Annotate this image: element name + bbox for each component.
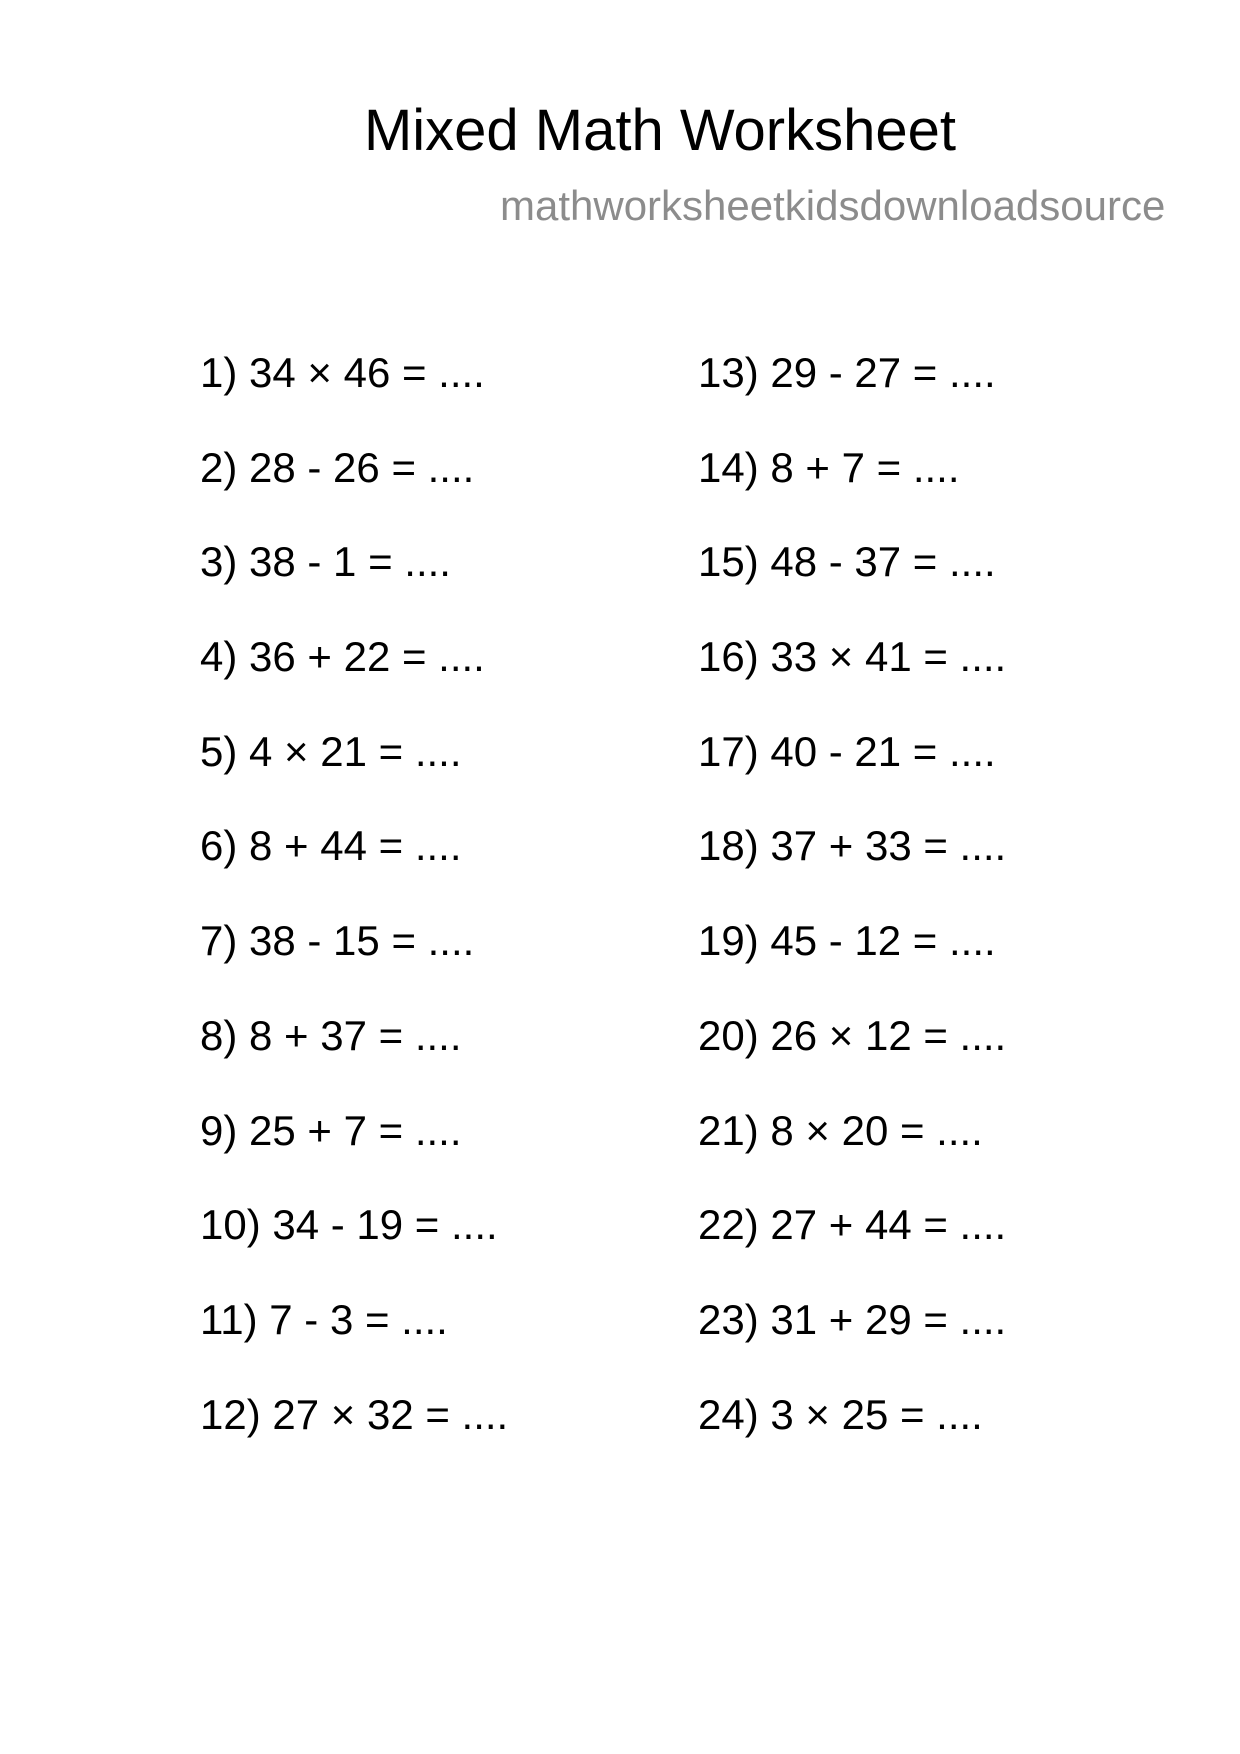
problem-19: 19) 45 - 12 = .... <box>698 917 996 965</box>
problem-6: 6) 8 + 44 = .... <box>200 822 462 870</box>
page-title: Mixed Math Worksheet <box>363 98 957 163</box>
problem-4: 4) 36 + 22 = .... <box>200 633 485 681</box>
problem-column-right <box>698 346 1138 1482</box>
problem-7: 7) 38 - 15 = .... <box>200 917 475 965</box>
problem-22: 22) 27 + 44 = .... <box>698 1201 1007 1249</box>
problem-18: 18) 37 + 33 = .... <box>698 822 1007 870</box>
problem-2: 2) 28 - 26 = .... <box>200 443 475 491</box>
problem-20: 20) 26 × 12 = .... <box>698 1011 1007 1059</box>
problem-16: 16) 33 × 41 = .... <box>698 633 1007 681</box>
problem-9: 9) 25 + 7 = .... <box>200 1106 462 1154</box>
problem-21: 21) 8 × 20 = .... <box>698 1106 983 1154</box>
source-watermark: mathworksheetkidsdownloadsource <box>500 182 1166 229</box>
problem-11: 11) 7 - 3 = .... <box>200 1295 448 1343</box>
problem-12: 12) 27 × 32 = .... <box>200 1390 509 1438</box>
problem-3: 3) 38 - 1 = .... <box>200 538 451 586</box>
problem-17: 17) 40 - 21 = .... <box>698 727 996 775</box>
problem-14: 14) 8 + 7 = .... <box>698 443 960 491</box>
problem-1: 1) 34 × 46 = .... <box>200 349 485 396</box>
problem-8: 8) 8 + 37 = .... <box>200 1011 462 1059</box>
problem-column-left <box>200 346 640 1482</box>
problem-5: 5) 4 × 21 = .... <box>200 727 462 775</box>
problem-10: 10) 34 - 19 = .... <box>200 1201 498 1249</box>
problem-13: 13) 29 - 27 = .... <box>698 349 996 396</box>
problem-24: 24) 3 × 25 = .... <box>698 1390 983 1438</box>
problem-23: 23) 31 + 29 = .... <box>698 1295 1007 1343</box>
problem-15: 15) 48 - 37 = .... <box>698 538 996 586</box>
